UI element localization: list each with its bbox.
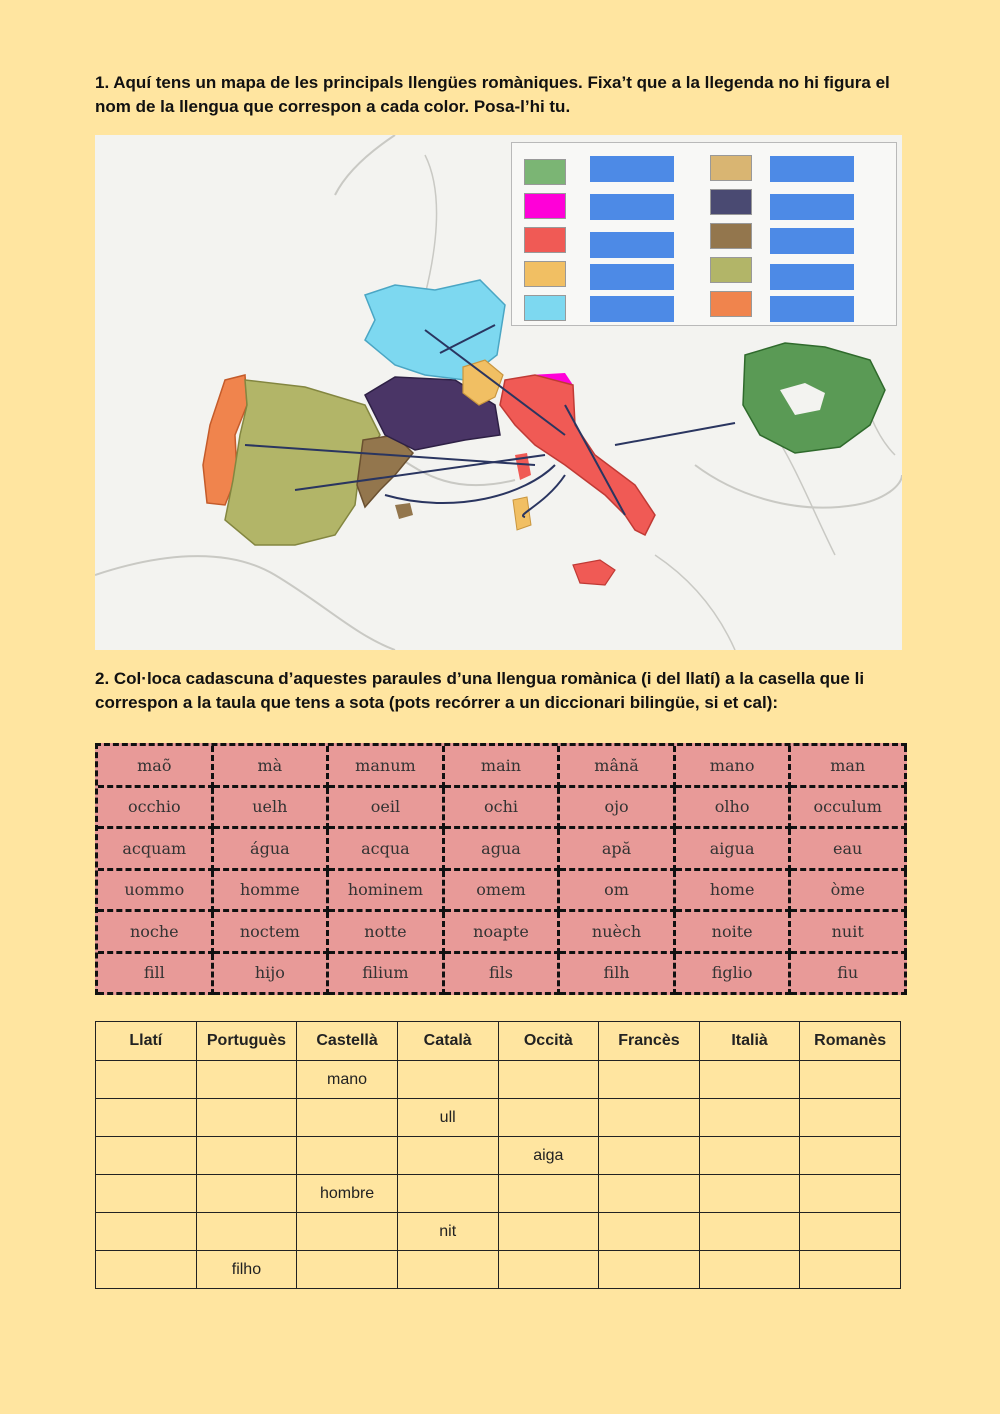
table-cell-prefilled: mano bbox=[297, 1061, 398, 1099]
table-row bbox=[96, 1061, 901, 1099]
table-cell-dropzone[interactable] bbox=[699, 1137, 800, 1175]
table-cell-dropzone[interactable] bbox=[397, 1061, 498, 1099]
legend-answer-slot-5[interactable] bbox=[590, 296, 674, 322]
word-card[interactable]: uelh bbox=[214, 788, 330, 830]
table-cell-prefilled: ull bbox=[397, 1099, 498, 1137]
table-cell-dropzone[interactable] bbox=[699, 1099, 800, 1137]
table-cell-dropzone[interactable] bbox=[599, 1137, 700, 1175]
word-card[interactable]: hominem bbox=[329, 871, 445, 913]
legend-swatch-1 bbox=[524, 159, 566, 185]
word-card[interactable]: aigua bbox=[676, 829, 792, 871]
table-cell-dropzone[interactable] bbox=[599, 1099, 700, 1137]
legend-swatch-2 bbox=[524, 193, 566, 219]
legend-swatch-6 bbox=[710, 155, 752, 181]
table-cell-dropzone[interactable] bbox=[800, 1061, 901, 1099]
legend-swatch-3 bbox=[524, 227, 566, 253]
table-cell-dropzone[interactable] bbox=[96, 1099, 197, 1137]
table-cell-dropzone[interactable] bbox=[397, 1251, 498, 1289]
table-row bbox=[96, 1137, 901, 1175]
table-cell-dropzone[interactable] bbox=[800, 1137, 901, 1175]
word-card[interactable]: mână bbox=[560, 746, 676, 788]
question-1-text: 1. Aquí tens un mapa de les principals llengües romàniques. Fixa’t que a la llegenda no hi figura el nom de la llengua que correspon a cada color. Posa-l’hi tu. bbox=[95, 73, 890, 116]
table-cell-dropzone[interactable] bbox=[498, 1175, 599, 1213]
word-card[interactable]: eau bbox=[791, 829, 907, 871]
table-cell-dropzone[interactable] bbox=[96, 1251, 197, 1289]
word-card[interactable]: maõ bbox=[98, 746, 214, 788]
legend-swatch-8 bbox=[710, 223, 752, 249]
table-cell-dropzone[interactable] bbox=[297, 1137, 398, 1175]
table-cell-dropzone[interactable] bbox=[699, 1061, 800, 1099]
table-cell-dropzone[interactable] bbox=[800, 1213, 901, 1251]
column-header: Català bbox=[397, 1022, 498, 1061]
word-card[interactable]: hijo bbox=[214, 954, 330, 996]
column-header: Llatí bbox=[96, 1022, 197, 1061]
word-card[interactable]: agua bbox=[445, 829, 561, 871]
word-card[interactable]: água bbox=[214, 829, 330, 871]
word-card[interactable]: noapte bbox=[445, 912, 561, 954]
word-card[interactable]: figlio bbox=[676, 954, 792, 996]
table-row bbox=[96, 1213, 901, 1251]
legend-answer-slot-3[interactable] bbox=[590, 232, 674, 258]
word-card[interactable]: acquam bbox=[98, 829, 214, 871]
word-card[interactable]: home bbox=[676, 871, 792, 913]
word-card[interactable]: omem bbox=[445, 871, 561, 913]
table-cell-dropzone[interactable] bbox=[599, 1213, 700, 1251]
table-cell-dropzone[interactable] bbox=[397, 1137, 498, 1175]
table-cell-dropzone[interactable] bbox=[699, 1175, 800, 1213]
answer-table-header bbox=[96, 1022, 901, 1061]
legend-answer-slot-8[interactable] bbox=[770, 228, 854, 254]
word-card[interactable]: nuèch bbox=[560, 912, 676, 954]
table-cell-dropzone[interactable] bbox=[96, 1213, 197, 1251]
legend-swatch-7 bbox=[710, 189, 752, 215]
legend-swatch-4 bbox=[524, 261, 566, 287]
table-cell-dropzone[interactable] bbox=[196, 1137, 297, 1175]
table-cell-dropzone[interactable] bbox=[800, 1251, 901, 1289]
word-card[interactable]: mà bbox=[214, 746, 330, 788]
legend-answer-slot-10[interactable] bbox=[770, 296, 854, 322]
table-cell-dropzone[interactable] bbox=[297, 1213, 398, 1251]
table-cell-dropzone[interactable] bbox=[599, 1061, 700, 1099]
legend-answer-slot-7[interactable] bbox=[770, 194, 854, 220]
word-card[interactable]: filh bbox=[560, 954, 676, 996]
table-cell-dropzone[interactable] bbox=[800, 1175, 901, 1213]
word-card[interactable]: fils bbox=[445, 954, 561, 996]
legend-answer-slot-4[interactable] bbox=[590, 264, 674, 290]
table-cell-dropzone[interactable] bbox=[498, 1213, 599, 1251]
table-cell-dropzone[interactable] bbox=[498, 1099, 599, 1137]
table-cell-dropzone[interactable] bbox=[498, 1061, 599, 1099]
table-cell-dropzone[interactable] bbox=[599, 1251, 700, 1289]
table-cell-dropzone[interactable] bbox=[297, 1251, 398, 1289]
romance-languages-map bbox=[95, 135, 902, 650]
table-cell-prefilled: hombre bbox=[297, 1175, 398, 1213]
table-cell-prefilled: nit bbox=[397, 1213, 498, 1251]
table-cell-dropzone[interactable] bbox=[800, 1099, 901, 1137]
word-card[interactable]: acqua bbox=[329, 829, 445, 871]
column-header: Portuguès bbox=[196, 1022, 297, 1061]
table-cell-dropzone[interactable] bbox=[498, 1251, 599, 1289]
word-card[interactable]: olho bbox=[676, 788, 792, 830]
word-card[interactable]: fiu bbox=[791, 954, 907, 996]
map-legend bbox=[511, 142, 897, 326]
word-card[interactable]: òme bbox=[791, 871, 907, 913]
table-row bbox=[96, 1175, 901, 1213]
table-cell-dropzone[interactable] bbox=[196, 1213, 297, 1251]
word-card[interactable]: noite bbox=[676, 912, 792, 954]
table-row bbox=[96, 1251, 901, 1289]
legend-answer-slot-6[interactable] bbox=[770, 156, 854, 182]
word-card[interactable]: occhio bbox=[98, 788, 214, 830]
column-header: Italià bbox=[699, 1022, 800, 1061]
legend-answer-slot-9[interactable] bbox=[770, 264, 854, 290]
word-card[interactable]: ojo bbox=[560, 788, 676, 830]
table-cell-dropzone[interactable] bbox=[196, 1061, 297, 1099]
word-card[interactable]: fill bbox=[98, 954, 214, 996]
legend-swatch-10 bbox=[710, 291, 752, 317]
table-cell-dropzone[interactable] bbox=[397, 1175, 498, 1213]
word-card[interactable]: manum bbox=[329, 746, 445, 788]
word-card[interactable]: occulum bbox=[791, 788, 907, 830]
word-card[interactable]: ochi bbox=[445, 788, 561, 830]
word-card[interactable]: main bbox=[445, 746, 561, 788]
word-card[interactable]: filium bbox=[329, 954, 445, 996]
table-cell-dropzone[interactable] bbox=[196, 1099, 297, 1137]
word-card[interactable]: oeil bbox=[329, 788, 445, 830]
word-card[interactable]: apă bbox=[560, 829, 676, 871]
word-card[interactable]: om bbox=[560, 871, 676, 913]
column-header: Castellà bbox=[297, 1022, 398, 1061]
table-cell-dropzone[interactable] bbox=[196, 1175, 297, 1213]
word-card-grid bbox=[95, 743, 907, 995]
word-card[interactable]: homme bbox=[214, 871, 330, 913]
word-card[interactable]: noctem bbox=[214, 912, 330, 954]
word-card[interactable]: notte bbox=[329, 912, 445, 954]
word-card[interactable]: nuit bbox=[791, 912, 907, 954]
word-card[interactable]: man bbox=[791, 746, 907, 788]
table-cell-dropzone[interactable] bbox=[599, 1175, 700, 1213]
question-2-text: 2. Col·loca cadascuna d’aquestes paraules d’una llengua romànica (i del llatí) a la casella que li correspon a la taula que tens a sota (pots recórrer a un diccionari bilingüe, si et cal): bbox=[95, 669, 865, 712]
table-cell-prefilled: aiga bbox=[498, 1137, 599, 1175]
table-cell-dropzone[interactable] bbox=[96, 1061, 197, 1099]
legend-answer-slot-1[interactable] bbox=[590, 156, 674, 182]
table-cell-prefilled: filho bbox=[196, 1251, 297, 1289]
column-header: Romanès bbox=[800, 1022, 901, 1061]
table-cell-dropzone[interactable] bbox=[96, 1175, 197, 1213]
word-card[interactable]: uommo bbox=[98, 871, 214, 913]
legend-answer-slot-2[interactable] bbox=[590, 194, 674, 220]
column-header: Francès bbox=[599, 1022, 700, 1061]
legend-swatch-9 bbox=[710, 257, 752, 283]
word-card[interactable]: mano bbox=[676, 746, 792, 788]
table-cell-dropzone[interactable] bbox=[699, 1213, 800, 1251]
word-card[interactable]: noche bbox=[98, 912, 214, 954]
table-cell-dropzone[interactable] bbox=[96, 1137, 197, 1175]
legend-swatch-5 bbox=[524, 295, 566, 321]
table-cell-dropzone[interactable] bbox=[699, 1251, 800, 1289]
table-row bbox=[96, 1099, 901, 1137]
column-header: Occità bbox=[498, 1022, 599, 1061]
answer-table bbox=[95, 1021, 901, 1289]
table-cell-dropzone[interactable] bbox=[297, 1099, 398, 1137]
